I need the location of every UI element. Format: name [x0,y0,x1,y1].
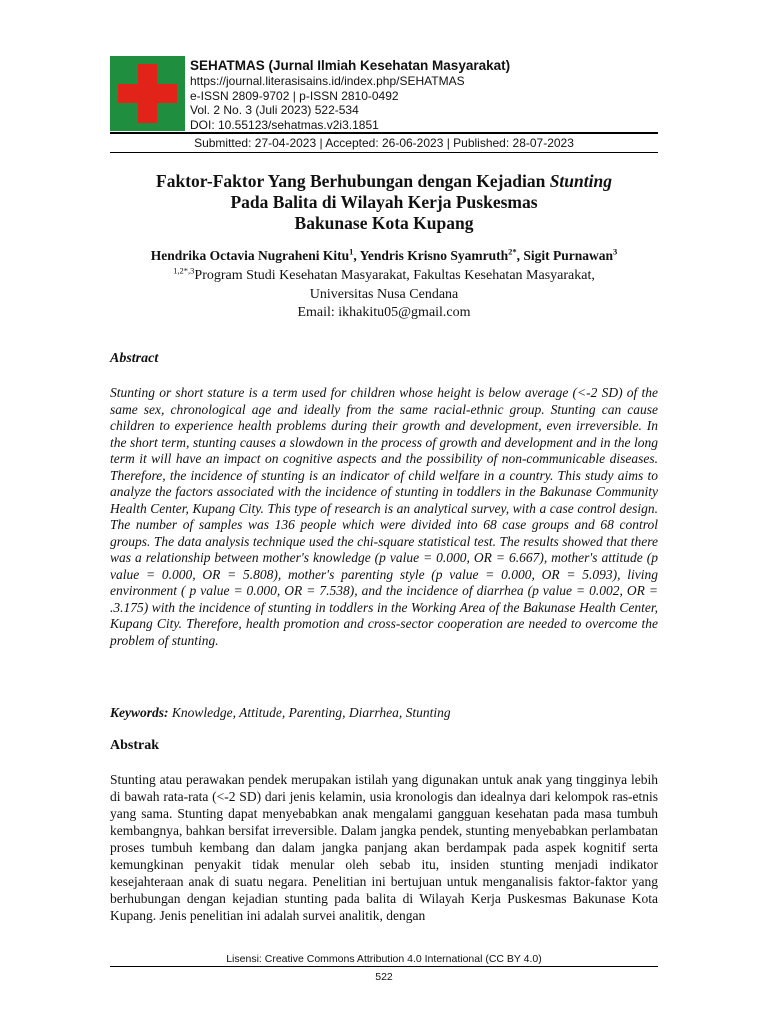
header-rule-top [110,132,658,134]
journal-url[interactable]: https://journal.literasisains.id/index.php/SEHATMAS [190,74,465,88]
title-italic-word: Stunting [549,171,612,191]
license-text: Lisensi: Creative Commons Attribution 4.0 International (CC BY 4.0) [226,953,542,965]
journal-info [190,58,650,132]
keywords-list: Knowledge, Attitude, Parenting, Diarrhea, Stunting [168,705,451,720]
journal-volume: Vol. 2 No. 3 (Juli 2023) 522-534 [190,103,359,118]
abstrak-text: Stunting atau perawakan pendek merupakan istilah yang digunakan untuk anak yang tingginya lebih di bawah rata-rata (<-2 SD) dari jenis kelamin, usia kronologis dan idealnya dari kelompok ras-etnis yang sama. Stunting dapat menyebabkan anak mengalami gangguan kesehatan pada masa tumbuh kembangnya, bahkan bersifat irreversible. Dalam jangka pendek, stunting menyebabkan perlambatan proses tumbuh kembang dan dalam jangka panjang akan berdampak pada aspek kognitif serta kemungkinan penyakit tidak menular oleh sebab itu, insiden stunting menjadi indikator kesejahteraan anak di suatu negara. Penelitian ini bertujuan untuk menganalisis faktor-faktor yang berhubungan dengan kejadian stunting pada balita di Wilayah Kerja Puskesmas Bakunase Kota Kupang. Jenis penelitian ini adalah survei analitik, dengan [110,772,658,923]
journal-doi: DOI: 10.55123/sehatmas.v2i3.1851 [190,117,379,132]
affiliation: $^{1,2*,3}$Program Studi Kesehatan Masyarakat, Fakultas Kesehatan Masyarakat, Universitas Nusa Cendana Email: ikhakitu05@gmail.com [110,267,658,323]
title-line-1: Faktor-Faktor Yang Berhubungan dengan Kejadian Stunting [156,171,612,191]
submission-dates: Submitted: 27-04-2023 | Accepted: 26-06-2023 | Published: 28-07-2023 [194,136,574,150]
paper-title [110,171,658,234]
footer-rule [110,966,658,967]
journal-logo [110,56,185,131]
page-number: 522 [375,971,393,983]
keywords [110,705,658,721]
abstrak-heading: Abstrak [110,738,160,753]
author-name: Sigit Purnawan [523,248,614,263]
title-line-3: Bakunase Kota Kupang [294,213,474,233]
journal-name: SEHATMAS (Jurnal Ilmiah Kesehatan Masyarakat) [190,58,511,73]
abstract-text: Stunting or short stature is a term used for children whose height is below average (<-2 SD) of the same sex, chronological age and ideally from the same racial-ethnic group. Stunting can cause children to experience health problems during their growth and development, even irreversible. In the short term, stunting causes a slowdown in the process of growth and development and in the long term it will have an impact on cognitive aspects and the possibility of non-communicable diseases. Therefore, the incidence of stunting is an indicator of child welfare in a country. This study aims to analyze the factors associated with the incidence of stunting in toddlers in the Bakunase Community Health Center, Kupang City. This type of research is an analytical survey, with a case control design. The number of samples was 136 people which were divided into 68 case groups and 68 control groups. The data analysis technique used the chi-square statistical test. The results showed that there was a relationship between mother's knowledge (p value = 0.000, OR = 6.667), mother's attitude (p value = 0.000, OR = 5.808), mother's parenting style (p value = 0.000, OR = 5.093), living environment ( p value = 0.000, OR = 7.538), and the incidence of diarrhea (p value = 0.002, OR = .3.175) with the incidence of stunting in toddlers in the Working Area of the Bakunase Health Center, Kupang City. Therefore, health promotion and cross-sector cooperation are needed to overcome the problem of stunting. [110,385,658,648]
title-line-2: Pada Balita di Wilayah Kerja Puskesmas [230,192,538,212]
abstract-heading: Abstract [110,351,159,366]
author-list: Hendrika Octavia Nugraheni Kitu$^1$, Yendris Krisno Syamruth$^{2*}$, Sigit Purnawan$^3$ [150,246,618,263]
author-name: Yendris Krisno Syamruth [359,248,509,263]
journal-issn: e-ISSN 2809-9702 | p-ISSN 2810-0492 [190,88,399,103]
keywords-label: Keywords: [110,705,169,720]
author-email[interactable]: Email: ikhakitu05@gmail.com [297,305,471,320]
author-name: Hendrika Octavia Nugraheni Kitu [150,248,350,263]
header-rule-bottom [110,152,658,153]
